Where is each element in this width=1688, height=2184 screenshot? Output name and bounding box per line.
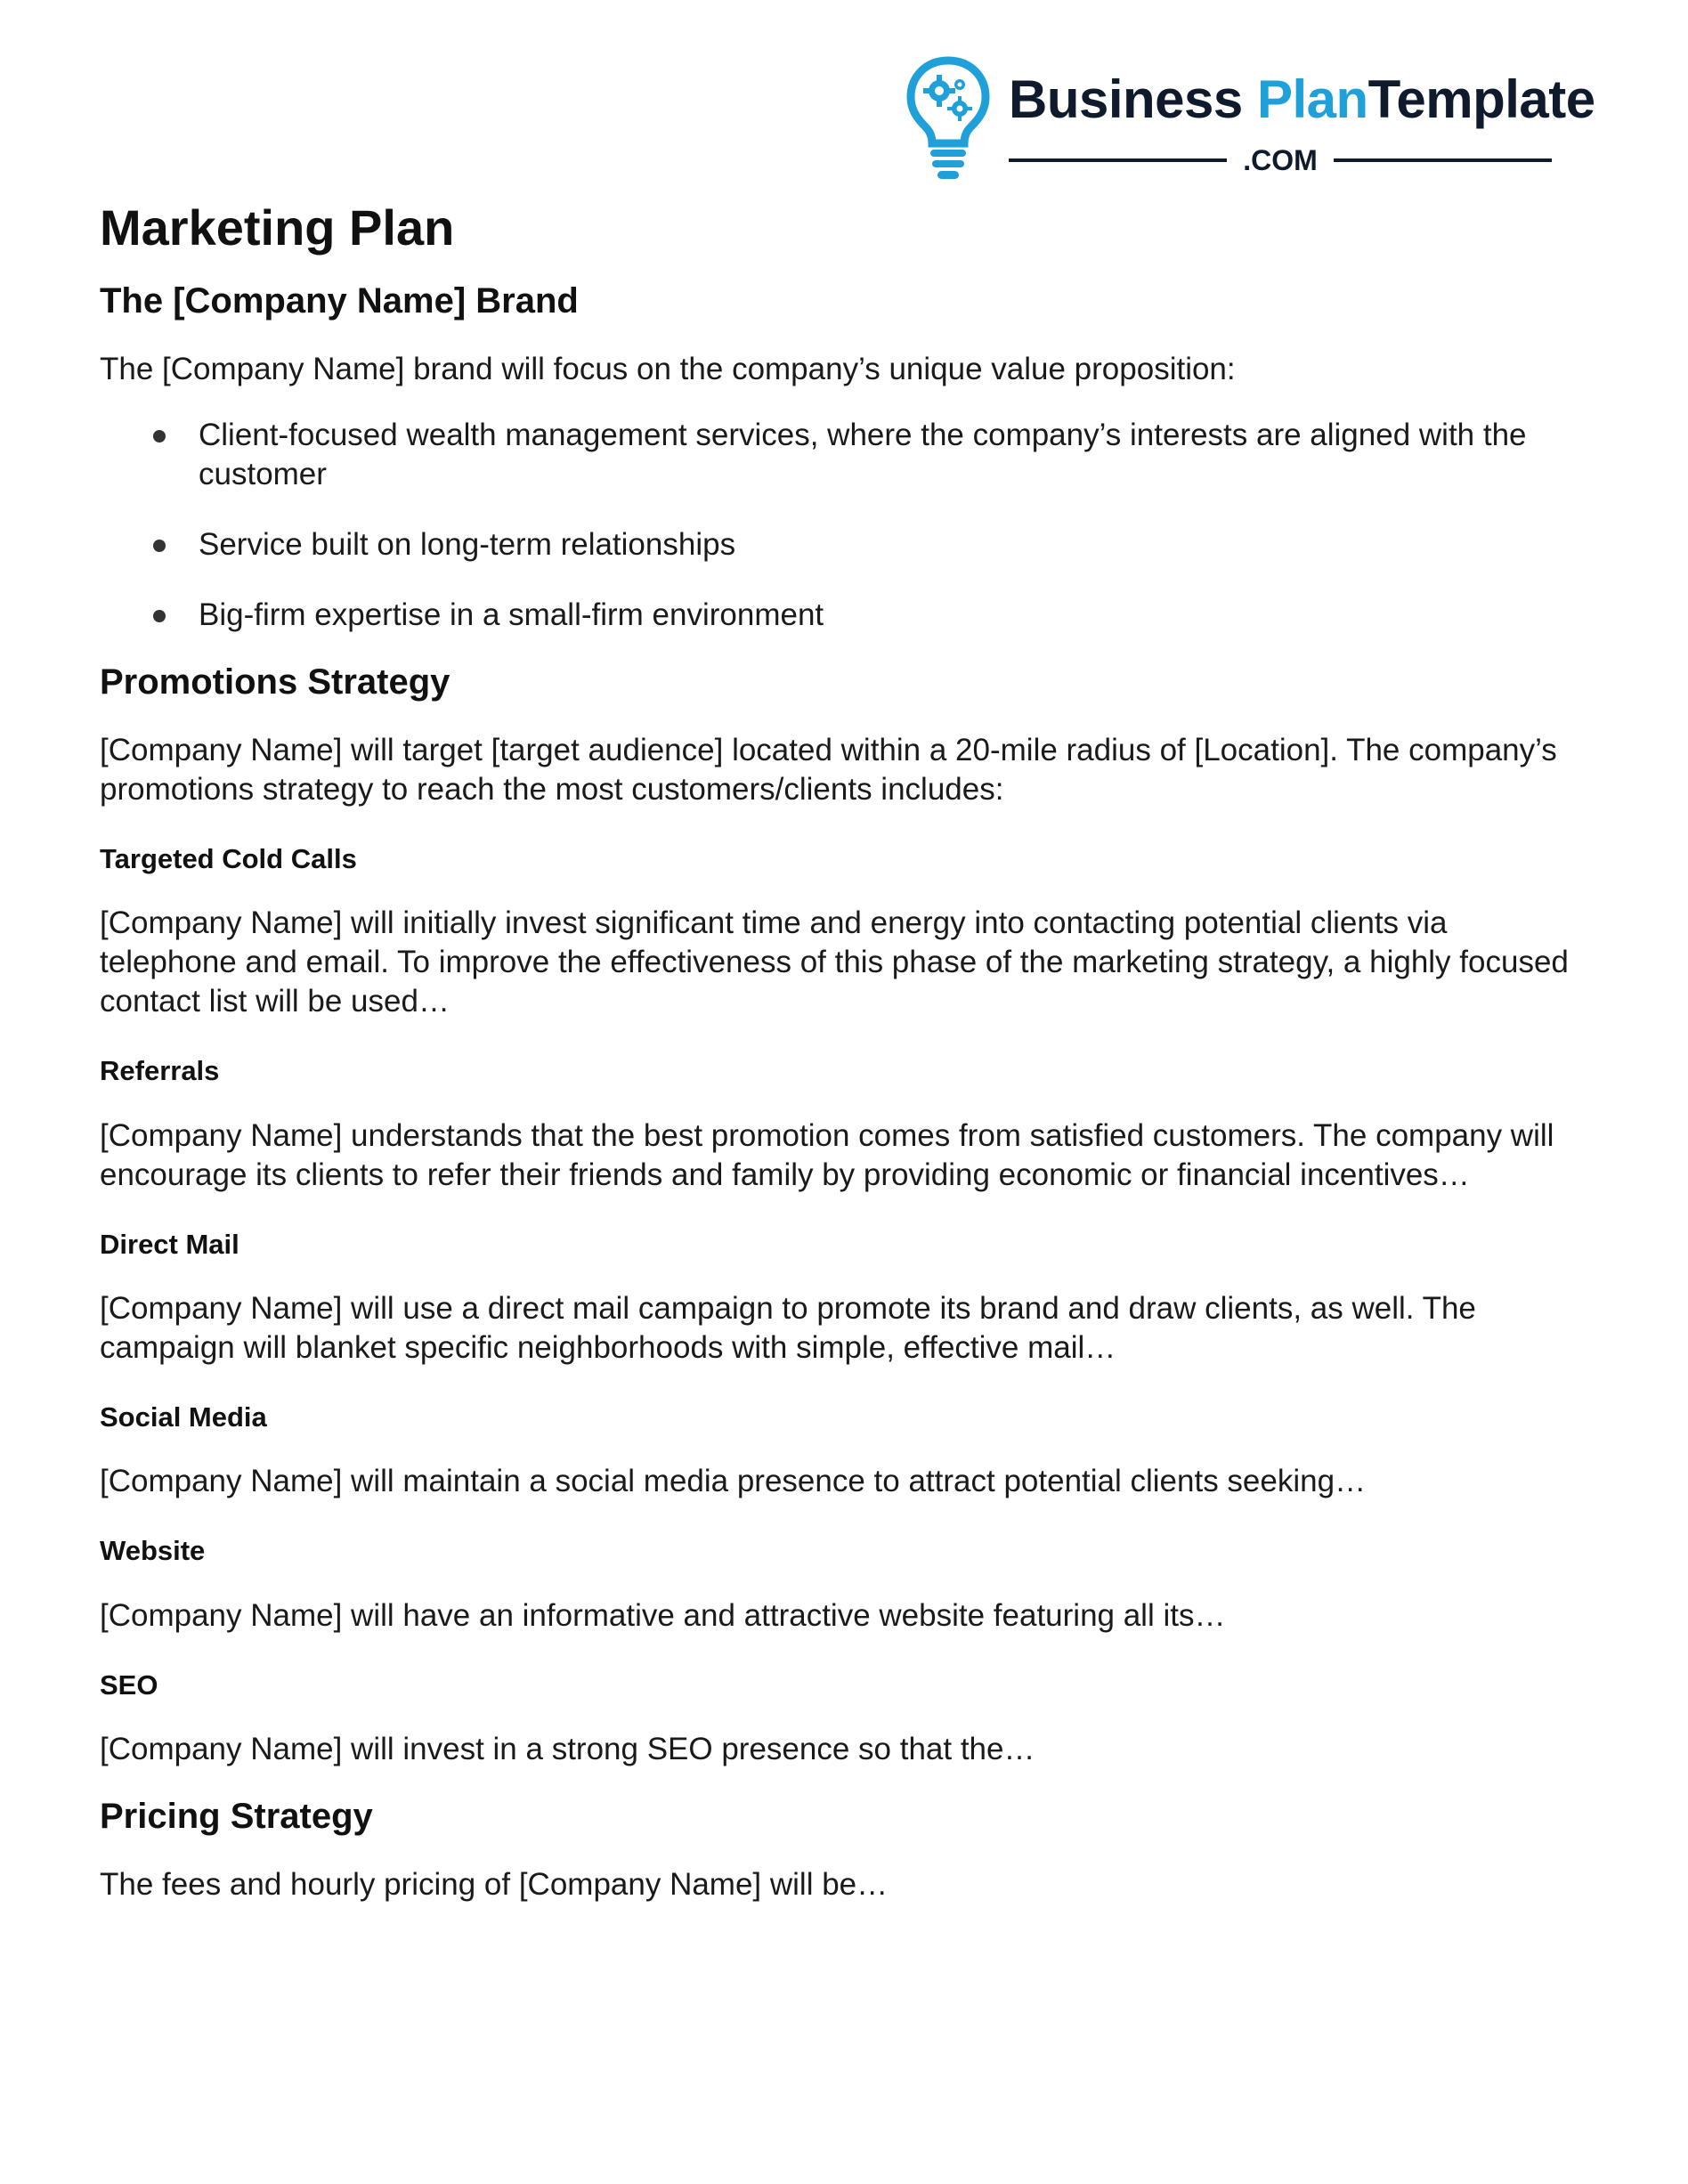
bullet-dot-icon — [153, 430, 166, 442]
referrals-text: [Company Name] understands that the best promotion comes from satisfied customers. The company will encourage its clients to refer their friends and family by providing economic or financial incentives… — [100, 1117, 1554, 1192]
logo-rule-right — [1334, 158, 1552, 162]
pricing-text: The fees and hourly pricing of [Company Name] will be… — [100, 1866, 889, 1902]
logo-word-plan: Plan — [1256, 69, 1368, 129]
cold-calls-heading: Targeted Cold Calls — [100, 843, 357, 875]
page-title: Marketing Plan — [100, 199, 455, 256]
brand-bullet-list — [100, 416, 1582, 635]
brand-logo — [904, 55, 1595, 198]
logo-word-template: Template — [1367, 69, 1595, 129]
social-media-heading: Social Media — [100, 1401, 267, 1433]
bullet-text: Big-firm expertise in a small-firm environment — [199, 597, 824, 633]
pricing-heading: Pricing Strategy — [100, 1796, 373, 1836]
referrals-heading: Referrals — [100, 1055, 220, 1087]
cold-calls-text: [Company Name] will initially invest significant time and energy into contacting potential clients via telephone and email. To improve the effectiveness of this phase of the marketing strategy, a highly focused contact list will be used… — [100, 905, 1569, 1019]
seo-heading: SEO — [100, 1668, 158, 1701]
brand-heading: The [Company Name] Brand — [100, 281, 579, 321]
bullet-dot-icon — [153, 610, 166, 622]
brand-intro: The [Company Name] brand will focus on the company’s unique value proposition: — [100, 352, 1236, 387]
list-item — [100, 416, 1582, 494]
bullet-text: Client-focused wealth management services, where the company’s interests are aligned with the customer — [199, 418, 1527, 492]
direct-mail-text: [Company Name] will use a direct mail campaign to promote its brand and draw clients, as well. The campaign will blanket specific neighborhoods with simple, effective mail… — [100, 1291, 1476, 1366]
seo-text: [Company Name] will invest in a strong SEO presence so that the… — [100, 1731, 1035, 1766]
promotions-intro: [Company Name] will target [target audience] located within a 20-mile radius of [Location]. The company’s promotions strategy to reach the most customers/clients includes: — [100, 733, 1557, 808]
list-item — [100, 596, 1582, 635]
bullet-text: Service built on long-term relationships — [199, 527, 736, 563]
logo-domain-row — [1009, 144, 1552, 176]
logo-domain: .COM — [1243, 144, 1318, 176]
document-body — [100, 198, 1582, 1904]
bullet-dot-icon — [153, 540, 166, 552]
logo-wordmark — [1009, 69, 1595, 129]
social-media-text: [Company Name] will maintain a social media presence to attract potential clients seeking… — [100, 1464, 1367, 1499]
logo-word-business: Business — [1009, 69, 1243, 129]
website-heading: Website — [100, 1535, 206, 1567]
website-text: [Company Name] will have an informative and attractive website featuring all its… — [100, 1597, 1226, 1633]
logo-rule-left — [1009, 158, 1227, 162]
lightbulb-gear-icon — [904, 55, 993, 189]
list-item — [100, 525, 1582, 564]
promotions-heading: Promotions Strategy — [100, 662, 450, 702]
direct-mail-heading: Direct Mail — [100, 1228, 239, 1260]
